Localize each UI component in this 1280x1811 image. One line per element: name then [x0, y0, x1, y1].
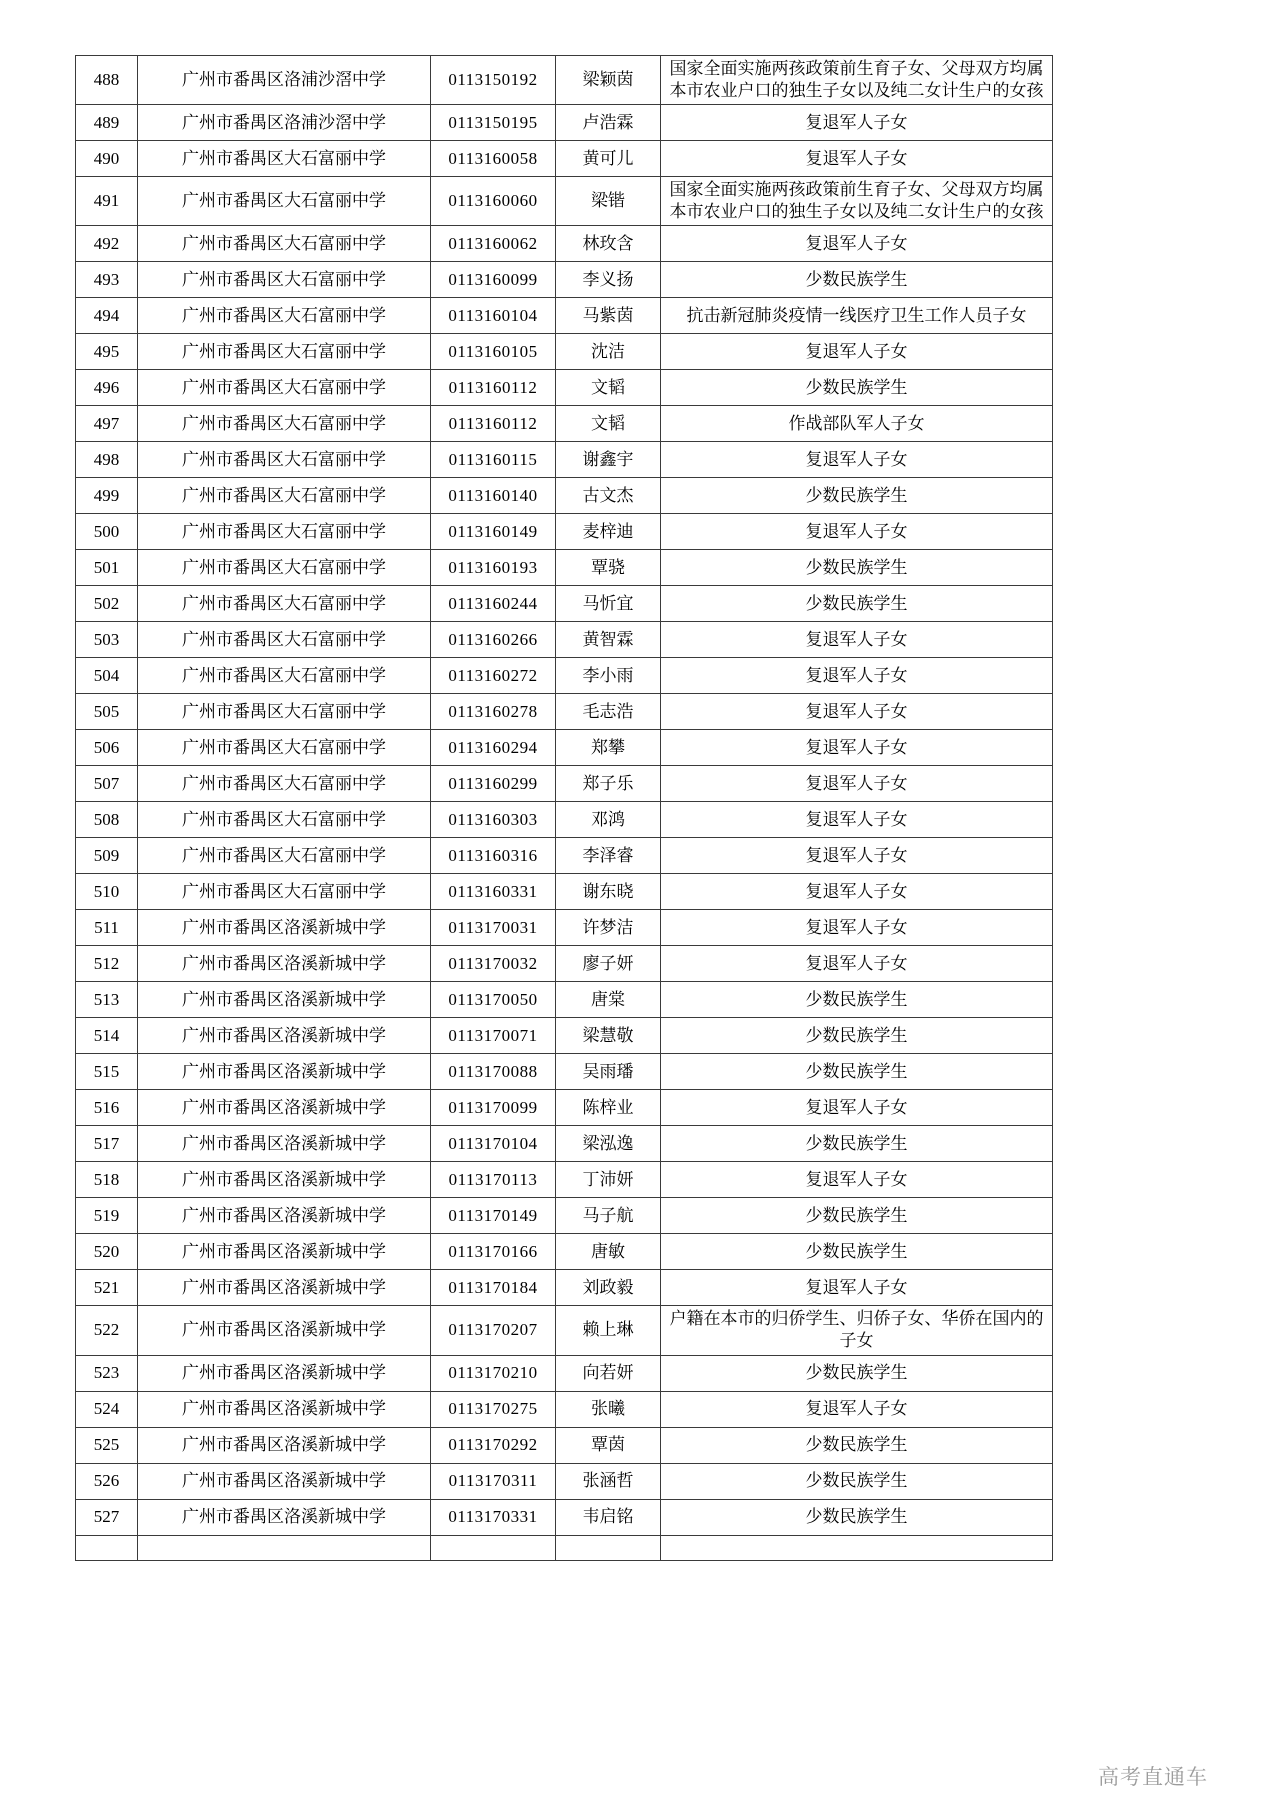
- exam-number: 0113160244: [431, 586, 556, 622]
- school-name: 广州市番禺区大石富丽中学: [138, 694, 431, 730]
- qualification-category: 复退军人子女: [661, 1162, 1053, 1198]
- row-number: 493: [76, 262, 138, 298]
- table-row: [76, 1306, 1053, 1355]
- school-name: 广州市番禺区洛溪新城中学: [138, 982, 431, 1018]
- qualification-category: 少数民族学生: [661, 1018, 1053, 1054]
- row-number: 509: [76, 838, 138, 874]
- row-number: 494: [76, 298, 138, 334]
- school-name: 广州市番禺区洛溪新城中学: [138, 1427, 431, 1463]
- student-name: 梁泓逸: [556, 1126, 661, 1162]
- row-number: 514: [76, 1018, 138, 1054]
- school-name: 广州市番禺区洛溪新城中学: [138, 1270, 431, 1306]
- school-name: 广州市番禺区洛溪新城中学: [138, 1499, 431, 1535]
- exam-number: 0113150195: [431, 105, 556, 141]
- qualification-category: 少数民族学生: [661, 478, 1053, 514]
- table-row: [76, 298, 1053, 334]
- table-row: [76, 105, 1053, 141]
- table-row: [76, 874, 1053, 910]
- student-name: 毛志浩: [556, 694, 661, 730]
- student-name: 郑子乐: [556, 766, 661, 802]
- school-name: 广州市番禺区大石富丽中学: [138, 622, 431, 658]
- exam-number: 0113160060: [431, 177, 556, 226]
- student-name: 陈梓业: [556, 1090, 661, 1126]
- exam-number: 0113170311: [431, 1463, 556, 1499]
- table-row: [76, 550, 1053, 586]
- exam-number: 0113170088: [431, 1054, 556, 1090]
- table-row: [76, 406, 1053, 442]
- qualification-category: 少数民族学生: [661, 586, 1053, 622]
- exam-number: 0113170099: [431, 1090, 556, 1126]
- row-number: 511: [76, 910, 138, 946]
- school-name: 广州市番禺区大石富丽中学: [138, 141, 431, 177]
- exam-number: 0113160104: [431, 298, 556, 334]
- school-name: 广州市番禺区大石富丽中学: [138, 478, 431, 514]
- row-number: 508: [76, 802, 138, 838]
- school-name: 广州市番禺区大石富丽中学: [138, 586, 431, 622]
- student-name: 唐棠: [556, 982, 661, 1018]
- empty-cell: [556, 1535, 661, 1560]
- exam-number: 0113160193: [431, 550, 556, 586]
- exam-number: 0113150192: [431, 56, 556, 105]
- school-name: 广州市番禺区洛溪新城中学: [138, 1018, 431, 1054]
- exam-number: 0113160294: [431, 730, 556, 766]
- row-number: 517: [76, 1126, 138, 1162]
- student-name: 向若妍: [556, 1355, 661, 1391]
- student-name: 唐敏: [556, 1234, 661, 1270]
- exam-number: 0113170032: [431, 946, 556, 982]
- table-row: [76, 622, 1053, 658]
- exam-number: 0113160112: [431, 370, 556, 406]
- row-number: 505: [76, 694, 138, 730]
- qualification-category: 复退军人子女: [661, 946, 1053, 982]
- qualification-category: 少数民族学生: [661, 370, 1053, 406]
- table-row: [76, 1090, 1053, 1126]
- student-name: 张曦: [556, 1391, 661, 1427]
- qualification-category: 复退军人子女: [661, 658, 1053, 694]
- qualification-category: 国家全面实施两孩政策前生育子女、父母双方均属本市农业户口的独生子女以及纯二女计生户的女孩: [661, 177, 1053, 226]
- row-number: 495: [76, 334, 138, 370]
- student-name: 李义扬: [556, 262, 661, 298]
- qualification-category: 少数民族学生: [661, 1355, 1053, 1391]
- student-name: 张涵哲: [556, 1463, 661, 1499]
- row-number: 522: [76, 1306, 138, 1355]
- school-name: 广州市番禺区大石富丽中学: [138, 766, 431, 802]
- row-number: 512: [76, 946, 138, 982]
- table-row: [76, 177, 1053, 226]
- table-row: [76, 442, 1053, 478]
- school-name: 广州市番禺区大石富丽中学: [138, 730, 431, 766]
- qualification-category: 复退军人子女: [661, 1270, 1053, 1306]
- table-row: [76, 478, 1053, 514]
- student-name: 郑攀: [556, 730, 661, 766]
- table-row: [76, 1463, 1053, 1499]
- exam-number: 0113160140: [431, 478, 556, 514]
- student-name: 谢东晓: [556, 874, 661, 910]
- student-table-body: [76, 56, 1053, 1561]
- school-name: 广州市番禺区大石富丽中学: [138, 442, 431, 478]
- student-list-table: [75, 55, 1053, 1561]
- row-number: 491: [76, 177, 138, 226]
- exam-number: 0113160149: [431, 514, 556, 550]
- qualification-category: 复退军人子女: [661, 766, 1053, 802]
- exam-number: 0113170331: [431, 1499, 556, 1535]
- student-name: 梁锴: [556, 177, 661, 226]
- table-row: [76, 802, 1053, 838]
- row-number: 515: [76, 1054, 138, 1090]
- row-number: 518: [76, 1162, 138, 1198]
- school-name: 广州市番禺区洛浦沙滘中学: [138, 56, 431, 105]
- row-number: 489: [76, 105, 138, 141]
- row-number: 527: [76, 1499, 138, 1535]
- student-name: 吴雨璠: [556, 1054, 661, 1090]
- row-number: 499: [76, 478, 138, 514]
- document-page: [75, 55, 1053, 1561]
- exam-number: 0113160099: [431, 262, 556, 298]
- qualification-category: 少数民族学生: [661, 1234, 1053, 1270]
- student-name: 麦梓迪: [556, 514, 661, 550]
- qualification-category: 国家全面实施两孩政策前生育子女、父母双方均属本市农业户口的独生子女以及纯二女计生户的女孩: [661, 56, 1053, 105]
- row-number: 523: [76, 1355, 138, 1391]
- qualification-category: 复退军人子女: [661, 802, 1053, 838]
- qualification-category: 复退军人子女: [661, 838, 1053, 874]
- exam-number: 0113160112: [431, 406, 556, 442]
- school-name: 广州市番禺区洛溪新城中学: [138, 1463, 431, 1499]
- empty-cell: [661, 1535, 1053, 1560]
- qualification-category: 复退军人子女: [661, 910, 1053, 946]
- student-name: 李小雨: [556, 658, 661, 694]
- table-row: [76, 262, 1053, 298]
- school-name: 广州市番禺区洛溪新城中学: [138, 1306, 431, 1355]
- qualification-category: 少数民族学生: [661, 1054, 1053, 1090]
- exam-number: 0113160299: [431, 766, 556, 802]
- row-number: 502: [76, 586, 138, 622]
- watermark: 高考直通车: [1098, 1766, 1208, 1789]
- table-row: [76, 226, 1053, 262]
- student-name: 林玫含: [556, 226, 661, 262]
- exam-number: 0113170210: [431, 1355, 556, 1391]
- table-row: [76, 910, 1053, 946]
- student-name: 韦启铭: [556, 1499, 661, 1535]
- table-row: [76, 334, 1053, 370]
- table-row: [76, 730, 1053, 766]
- student-name: 文韬: [556, 406, 661, 442]
- qualification-category: 少数民族学生: [661, 550, 1053, 586]
- exam-number: 0113170184: [431, 1270, 556, 1306]
- student-name: 文韬: [556, 370, 661, 406]
- qualification-category: 少数民族学生: [661, 1126, 1053, 1162]
- qualification-category: 少数民族学生: [661, 1198, 1053, 1234]
- qualification-category: 少数民族学生: [661, 1463, 1053, 1499]
- exam-number: 0113170071: [431, 1018, 556, 1054]
- qualification-category: 复退军人子女: [661, 1391, 1053, 1427]
- student-name: 黄智霖: [556, 622, 661, 658]
- row-number: 507: [76, 766, 138, 802]
- student-name: 邓鸿: [556, 802, 661, 838]
- qualification-category: 户籍在本市的归侨学生、归侨子女、华侨在国内的子女: [661, 1306, 1053, 1355]
- table-row: [76, 838, 1053, 874]
- student-name: 丁沛妍: [556, 1162, 661, 1198]
- exam-number: 0113170149: [431, 1198, 556, 1234]
- table-row: [76, 586, 1053, 622]
- student-name: 覃骁: [556, 550, 661, 586]
- student-name: 梁颖茵: [556, 56, 661, 105]
- school-name: 广州市番禺区洛溪新城中学: [138, 1126, 431, 1162]
- qualification-category: 复退军人子女: [661, 442, 1053, 478]
- school-name: 广州市番禺区洛溪新城中学: [138, 1162, 431, 1198]
- student-name: 马忻宜: [556, 586, 661, 622]
- row-number: 498: [76, 442, 138, 478]
- school-name: 广州市番禺区大石富丽中学: [138, 177, 431, 226]
- exam-number: 0113170031: [431, 910, 556, 946]
- row-number: 504: [76, 658, 138, 694]
- student-name: 李泽睿: [556, 838, 661, 874]
- qualification-category: 复退军人子女: [661, 1090, 1053, 1126]
- school-name: 广州市番禺区洛溪新城中学: [138, 1198, 431, 1234]
- qualification-category: 复退军人子女: [661, 105, 1053, 141]
- exam-number: 0113170104: [431, 1126, 556, 1162]
- exam-number: 0113160278: [431, 694, 556, 730]
- exam-number: 0113160272: [431, 658, 556, 694]
- school-name: 广州市番禺区大石富丽中学: [138, 370, 431, 406]
- student-name: 古文杰: [556, 478, 661, 514]
- student-name: 廖子妍: [556, 946, 661, 982]
- student-name: 黄可儿: [556, 141, 661, 177]
- school-name: 广州市番禺区大石富丽中学: [138, 298, 431, 334]
- exam-number: 0113160105: [431, 334, 556, 370]
- row-number: 506: [76, 730, 138, 766]
- exam-number: 0113170166: [431, 1234, 556, 1270]
- row-number: 503: [76, 622, 138, 658]
- empty-cell: [431, 1535, 556, 1560]
- row-number: 520: [76, 1234, 138, 1270]
- student-name: 马子航: [556, 1198, 661, 1234]
- row-number: 497: [76, 406, 138, 442]
- school-name: 广州市番禺区大石富丽中学: [138, 514, 431, 550]
- qualification-category: 少数民族学生: [661, 1499, 1053, 1535]
- row-number: 516: [76, 1090, 138, 1126]
- table-row: [76, 1198, 1053, 1234]
- table-row: [76, 514, 1053, 550]
- school-name: 广州市番禺区洛溪新城中学: [138, 1355, 431, 1391]
- qualification-category: 复退军人子女: [661, 730, 1053, 766]
- student-name: 覃茵: [556, 1427, 661, 1463]
- exam-number: 0113170113: [431, 1162, 556, 1198]
- exam-number: 0113160303: [431, 802, 556, 838]
- table-row-partial: [76, 1535, 1053, 1560]
- table-row: [76, 982, 1053, 1018]
- table-row: [76, 1499, 1053, 1535]
- qualification-category: 复退军人子女: [661, 874, 1053, 910]
- row-number: 521: [76, 1270, 138, 1306]
- exam-number: 0113170292: [431, 1427, 556, 1463]
- student-name: 沈洁: [556, 334, 661, 370]
- qualification-category: 复退军人子女: [661, 334, 1053, 370]
- qualification-category: 作战部队军人子女: [661, 406, 1053, 442]
- row-number: 510: [76, 874, 138, 910]
- qualification-category: 复退军人子女: [661, 694, 1053, 730]
- table-row: [76, 1234, 1053, 1270]
- qualification-category: 少数民族学生: [661, 1427, 1053, 1463]
- school-name: 广州市番禺区大石富丽中学: [138, 334, 431, 370]
- empty-cell: [138, 1535, 431, 1560]
- exam-number: 0113160266: [431, 622, 556, 658]
- school-name: 广州市番禺区大石富丽中学: [138, 262, 431, 298]
- student-name: 许梦洁: [556, 910, 661, 946]
- table-row: [76, 766, 1053, 802]
- student-name: 谢鑫宇: [556, 442, 661, 478]
- row-number: 496: [76, 370, 138, 406]
- school-name: 广州市番禺区大石富丽中学: [138, 874, 431, 910]
- row-number: 500: [76, 514, 138, 550]
- table-row: [76, 1018, 1053, 1054]
- table-row: [76, 1126, 1053, 1162]
- table-row: [76, 1427, 1053, 1463]
- qualification-category: 复退军人子女: [661, 226, 1053, 262]
- table-row: [76, 1162, 1053, 1198]
- exam-number: 0113160058: [431, 141, 556, 177]
- table-row: [76, 56, 1053, 105]
- row-number: 490: [76, 141, 138, 177]
- table-row: [76, 946, 1053, 982]
- student-name: 赖上琳: [556, 1306, 661, 1355]
- student-name: 刘政毅: [556, 1270, 661, 1306]
- school-name: 广州市番禺区洛溪新城中学: [138, 946, 431, 982]
- row-number: 501: [76, 550, 138, 586]
- school-name: 广州市番禺区大石富丽中学: [138, 226, 431, 262]
- table-row: [76, 1270, 1053, 1306]
- school-name: 广州市番禺区大石富丽中学: [138, 550, 431, 586]
- school-name: 广州市番禺区洛溪新城中学: [138, 1391, 431, 1427]
- table-row: [76, 694, 1053, 730]
- row-number: 513: [76, 982, 138, 1018]
- row-number: 488: [76, 56, 138, 105]
- school-name: 广州市番禺区洛溪新城中学: [138, 1090, 431, 1126]
- qualification-category: 复退军人子女: [661, 141, 1053, 177]
- school-name: 广州市番禺区洛溪新城中学: [138, 1234, 431, 1270]
- exam-number: 0113160331: [431, 874, 556, 910]
- qualification-category: 复退军人子女: [661, 514, 1053, 550]
- table-row: [76, 370, 1053, 406]
- table-row: [76, 1355, 1053, 1391]
- qualification-category: 少数民族学生: [661, 262, 1053, 298]
- row-number: 525: [76, 1427, 138, 1463]
- school-name: 广州市番禺区洛溪新城中学: [138, 1054, 431, 1090]
- student-name: 卢浩霖: [556, 105, 661, 141]
- school-name: 广州市番禺区大石富丽中学: [138, 838, 431, 874]
- student-name: 梁慧敬: [556, 1018, 661, 1054]
- student-name: 马紫茵: [556, 298, 661, 334]
- table-row: [76, 1054, 1053, 1090]
- exam-number: 0113170207: [431, 1306, 556, 1355]
- exam-number: 0113160115: [431, 442, 556, 478]
- table-row: [76, 1391, 1053, 1427]
- school-name: 广州市番禺区洛溪新城中学: [138, 910, 431, 946]
- empty-cell: [76, 1535, 138, 1560]
- exam-number: 0113160062: [431, 226, 556, 262]
- exam-number: 0113160316: [431, 838, 556, 874]
- row-number: 524: [76, 1391, 138, 1427]
- school-name: 广州市番禺区大石富丽中学: [138, 658, 431, 694]
- table-row: [76, 141, 1053, 177]
- qualification-category: 复退军人子女: [661, 622, 1053, 658]
- school-name: 广州市番禺区大石富丽中学: [138, 802, 431, 838]
- qualification-category: 少数民族学生: [661, 982, 1053, 1018]
- table-row: [76, 658, 1053, 694]
- row-number: 526: [76, 1463, 138, 1499]
- qualification-category: 抗击新冠肺炎疫情一线医疗卫生工作人员子女: [661, 298, 1053, 334]
- row-number: 492: [76, 226, 138, 262]
- row-number: 519: [76, 1198, 138, 1234]
- school-name: 广州市番禺区洛浦沙滘中学: [138, 105, 431, 141]
- school-name: 广州市番禺区大石富丽中学: [138, 406, 431, 442]
- exam-number: 0113170275: [431, 1391, 556, 1427]
- exam-number: 0113170050: [431, 982, 556, 1018]
